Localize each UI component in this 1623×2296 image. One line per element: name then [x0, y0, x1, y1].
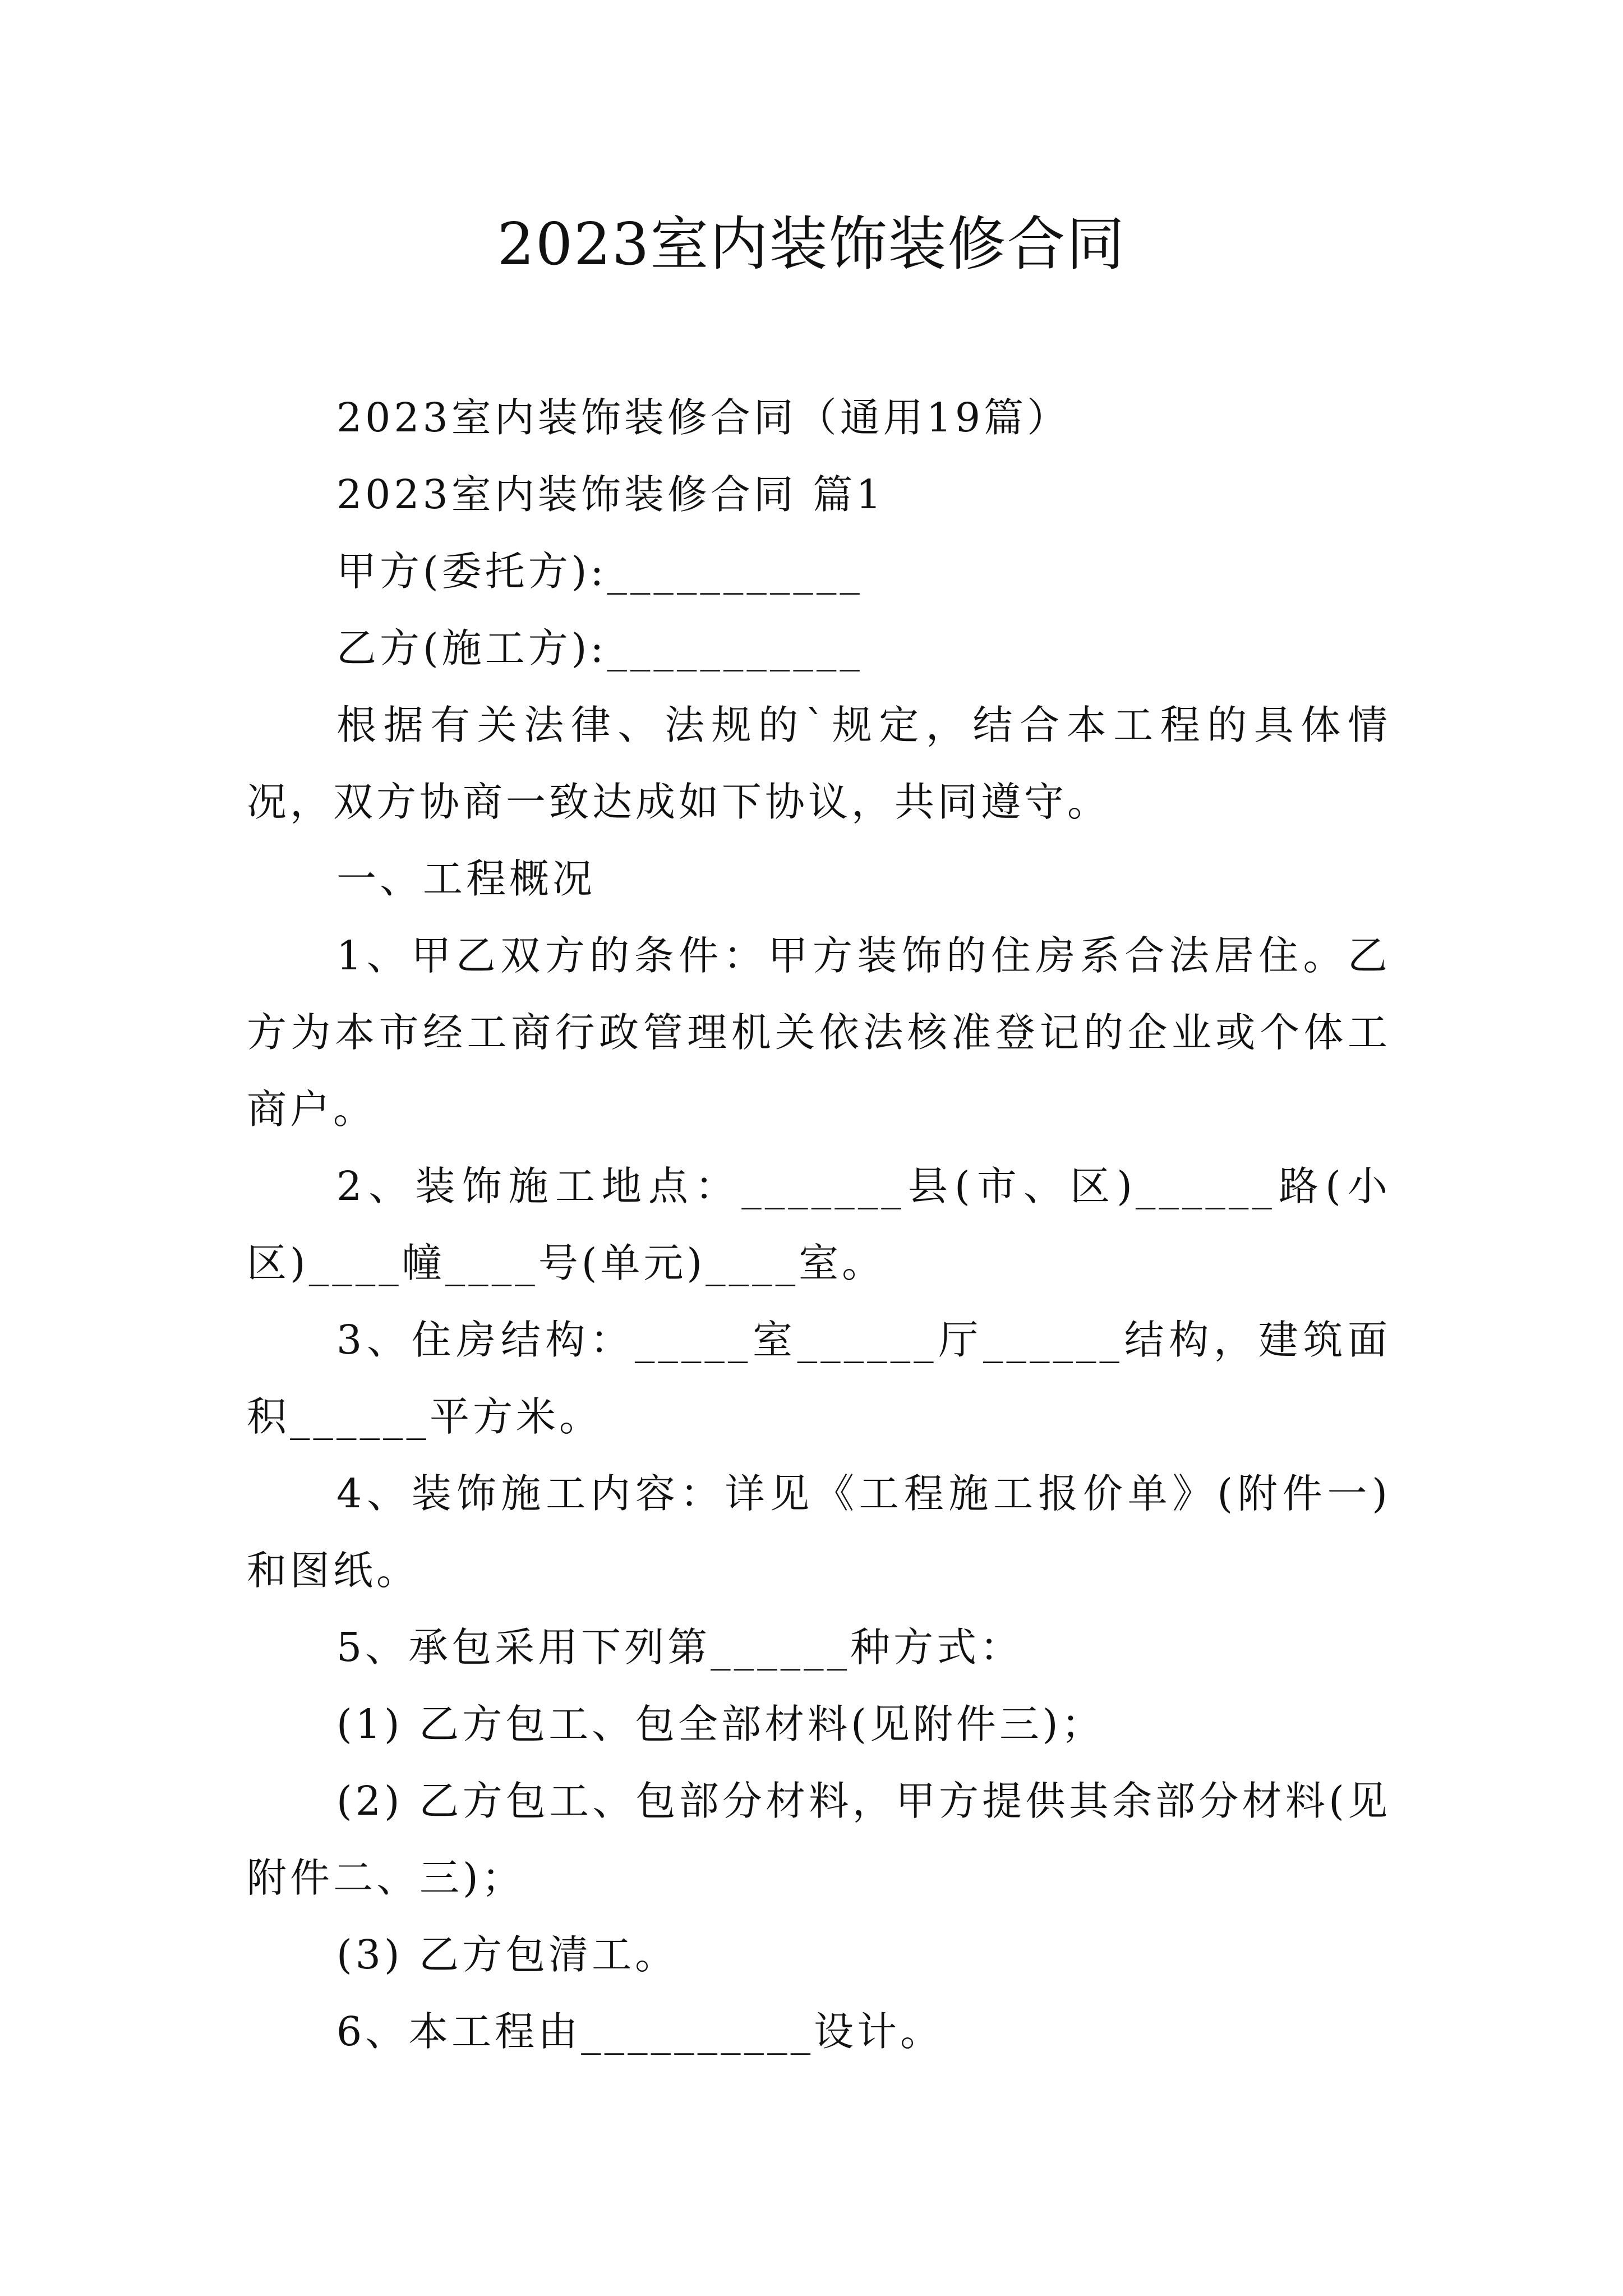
paragraph-preamble: 根据有关法律、法规的`规定，结合本工程的具体情况，双方协商一致达成如下协议，共同遵守。	[247, 702, 1391, 825]
paragraph-clause-3: 3、住房结构：_____室______厅______结构，建筑面积______平方米。	[247, 1317, 1391, 1440]
paragraph-heading-overview: 一、工程概况	[336, 855, 596, 902]
paragraph-clause-4: 4、装饰施工内容：详见《工程施工报价单》(附件一)和图纸。	[247, 1470, 1391, 1594]
paragraph-option-1: (1) 乙方包工、包全部材料(见附件三)；	[336, 1701, 1105, 1747]
paragraph-clause-5: 5、承包采用下列第______种方式：	[336, 1624, 1023, 1671]
paragraph-subtitle: 2023室内装饰装修合同（通用19篇）	[336, 394, 1071, 441]
paragraph-party-b: 乙方(施工方):___________	[336, 625, 863, 671]
paragraph-clause-6: 6、本工程由__________设计。	[336, 2008, 944, 2055]
paragraph-clause-1: 1、甲乙双方的条件：甲方装饰的住房系合法居住。乙方为本市经工商行政管理机关依法核准登记的企业或个体工商户。	[247, 932, 1391, 1133]
paragraph-option-3: (3) 乙方包清工。	[336, 1931, 679, 1978]
paragraph-clause-2: 2、装饰施工地点：_______县(市、区)______路(小区)____幢____号(单元)____室。	[247, 1163, 1391, 1286]
paragraph-party-a: 甲方(委托方):___________	[336, 548, 863, 595]
document-body	[247, 379, 1391, 2070]
document-title: 2023室内装饰装修合同	[497, 210, 1126, 278]
paragraph-option-2: (2) 乙方包工、包部分材料，甲方提供其余部分材料(见附件二、三)；	[247, 1778, 1391, 1901]
paragraph-section-heading: 2023室内装饰装修合同 篇1	[336, 471, 885, 518]
